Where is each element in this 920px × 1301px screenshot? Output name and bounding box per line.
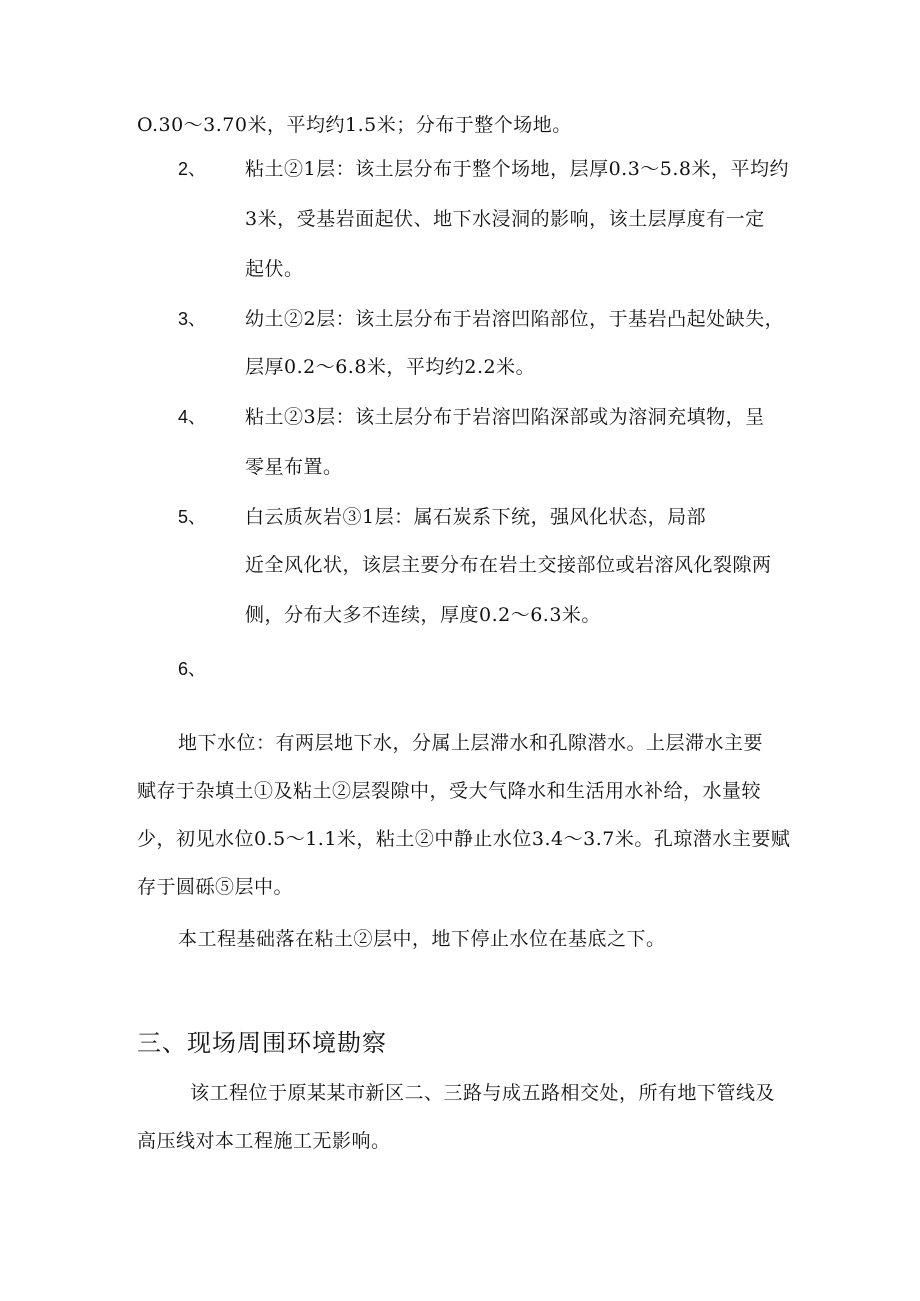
- item-number: 3、: [178, 309, 207, 329]
- groundwater-line: 少，初见水位0.5～1.1米，粘土②中静止水位3.4～3.7米。孔琼潜水主要赋: [137, 828, 791, 850]
- section-text-line: 高压线对本工程施工无影响。: [137, 1130, 391, 1152]
- item-text-line: 层厚0.2～6.8米，平均约2.2米。: [245, 356, 536, 378]
- groundwater-line: 地下水位：有两层地下水，分属上层滞水和孔隙潜水。上层滞水主要: [178, 732, 764, 754]
- foundation-line: 本工程基础落在粘土②层中，地下停止水位在基底之下。: [178, 928, 666, 950]
- item-text-line: 侧，分布大多不连续，厚度0.2～6.3米。: [245, 604, 601, 626]
- item-number: 4、: [178, 407, 207, 427]
- item-number: 5、: [178, 507, 207, 527]
- item-number: 2、: [178, 159, 207, 179]
- section-heading: 三、现场周围环境勘察: [137, 1029, 387, 1057]
- intro-line: O.30～3.70米，平均约1.5米；分布于整个场地。: [137, 114, 572, 136]
- item-text-line: 起伏。: [245, 258, 304, 280]
- item-text-line: 粘土②3层：该土层分布于岩溶凹陷深部或为溶洞充填物，呈: [245, 406, 765, 428]
- item-text-line: 幼土②2层：该土层分布于岩溶凹陷部位，于基岩凸起处缺失，: [245, 308, 785, 330]
- section-text-line: 该工程位于原某某市新区二、三路与成五路相交处，所有地下管线及: [190, 1082, 776, 1104]
- groundwater-line: 存于圆砾⑤层中。: [137, 876, 294, 898]
- item-text-line: 零星布置。: [245, 456, 343, 478]
- item-text-line: 3米，受基岩面起伏、地下水浸洞的影响，该土层厚度有一定: [245, 208, 765, 230]
- item-number: 6、: [178, 659, 207, 679]
- item-text-line: 白云质灰岩③1层：属石炭系下统，强风化状态，局部: [245, 506, 707, 528]
- item-text-line: 近全风化状，该层主要分布在岩土交接部位或岩溶风化裂隙两: [245, 554, 772, 576]
- groundwater-line: 赋存于杂填土①及粘土②层裂隙中，受大气降水和生活用水补给，水量较: [137, 780, 762, 802]
- item-text-line: 粘土②1层：该土层分布于整个场地，层厚0.3～5.8米，平均约: [245, 158, 790, 180]
